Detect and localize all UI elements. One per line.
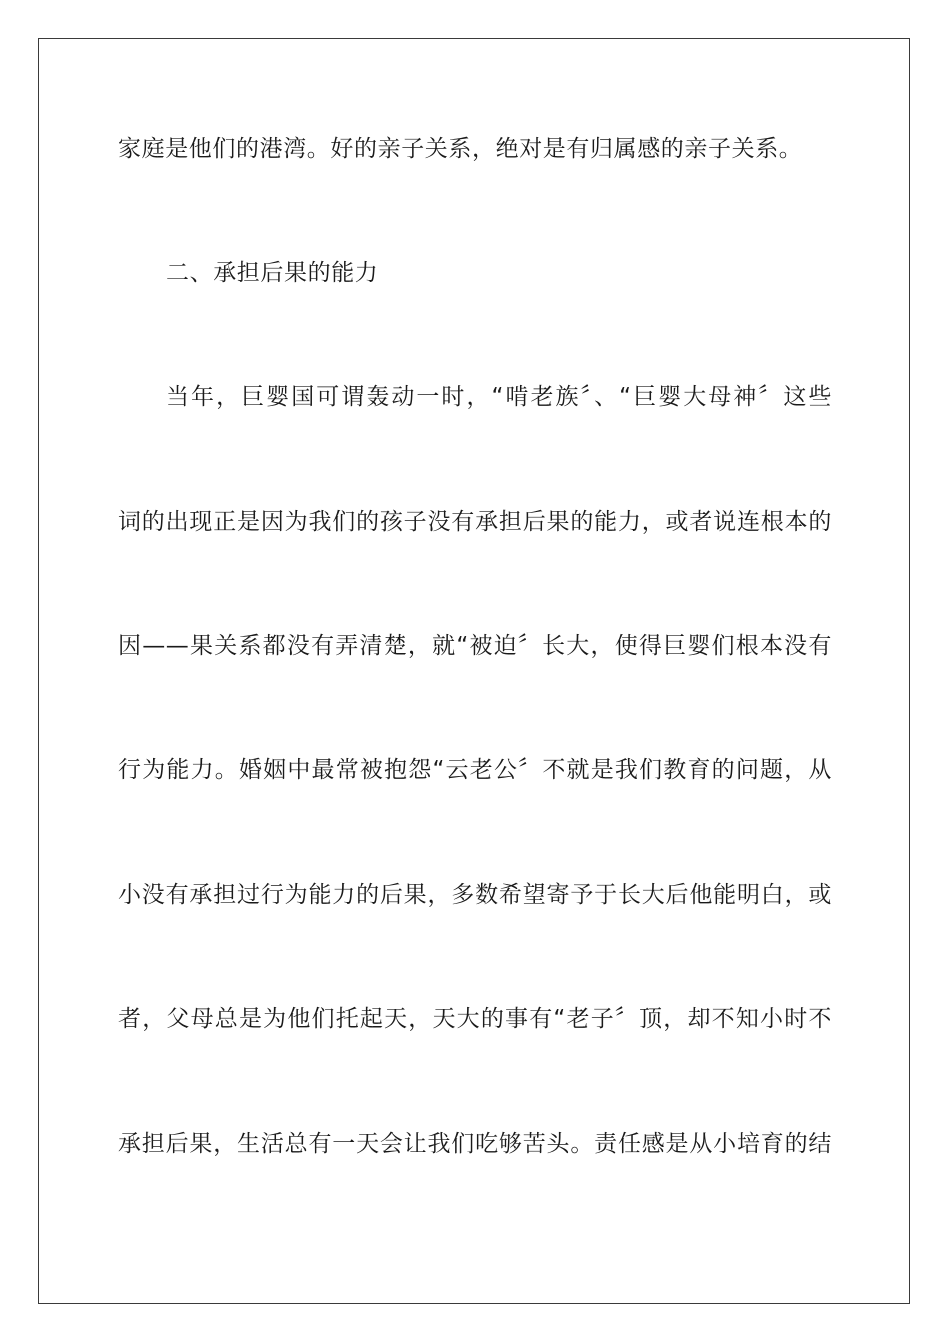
- text-line-1: 家庭是他们的港湾。好的亲子关系，绝对是有归属感的亲子关系。: [118, 136, 803, 162]
- text-line-4: 词的出现正是因为我们的孩子没有承担后果的能力，或者说连根本的: [118, 509, 832, 535]
- text-line-9: 承担后果，生活总有一天会让我们吃够苦头。责任感是从小培育的结: [118, 1131, 832, 1157]
- text-line-6: 行为能力。婚姻中最常被抱怨“云老公〞不就是我们教育的问题，从: [118, 757, 832, 783]
- page-border: [38, 38, 910, 1304]
- text-line-3: 当年，巨婴国可谓轰动一时，“啃老族〞、“巨婴大母神〞这些: [166, 384, 832, 410]
- text-line-8: 者，父母总是为他们托起天，天大的事有“老子〞顶，却不知小时不: [118, 1006, 832, 1032]
- section-heading: 二、承担后果的能力: [166, 260, 379, 286]
- text-line-5: 因——果关系都没有弄清楚，就“被迫〞长大，使得巨婴们根本没有: [118, 633, 832, 659]
- text-line-7: 小没有承担过行为能力的后果，多数希望寄予于长大后他能明白，或: [118, 882, 832, 908]
